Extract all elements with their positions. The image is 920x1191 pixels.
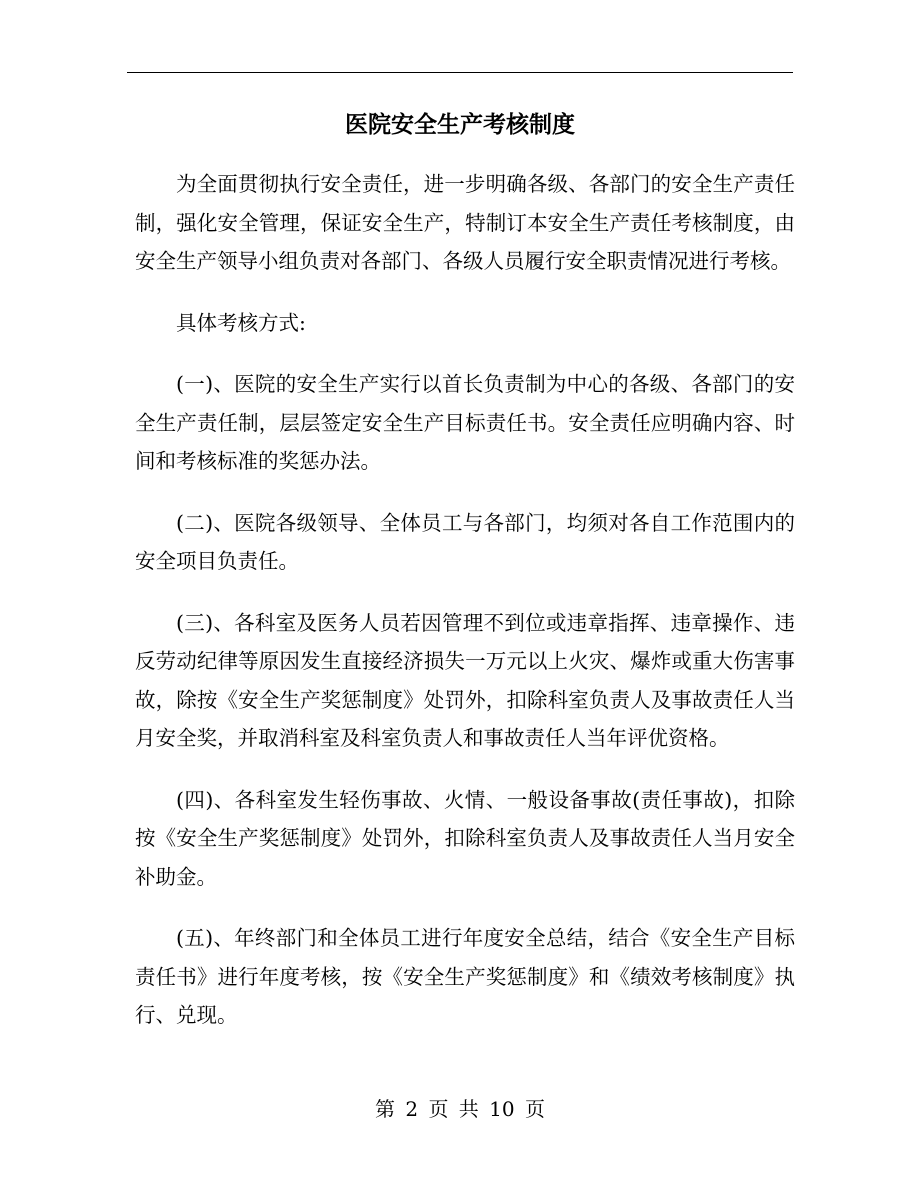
method-heading: 具体考核方式: [176,310,306,335]
clause-4-paragraph: (四)、各科室发生轻伤事故、火情、一般设备事故(责任事故)，扣除按《安全生产奖惩制度》处罚外，扣除科室负责人及事故责任人当月安全补助金。 [135,787,795,889]
document-title: 医院安全生产考核制度 [345,111,575,138]
document-body [135,165,795,1058]
clause-2-paragraph: (二)、医院各级领导、全体员工与各部门，均须对各自工作范围内的安全项目负责任。 [135,510,795,573]
clause-5-paragraph: (五)、年终部门和全体员工进行年度安全总结，结合《安全生产目标责任书》进行年度考核，按《安全生产奖惩制度》和《绩效考核制度》执行、兑现。 [135,926,795,1027]
clause-1-paragraph: (一)、医院的安全生产实行以首长负责制为中心的各级、各部门的安全生产责任制，层层签定安全生产目标责任书。安全责任应明确内容、时间和考核标准的奖惩办法。 [135,372,795,473]
page-number-footer: 第 2 页 共 10 页 [375,1097,545,1121]
header-rule [127,72,793,73]
intro-paragraph: 为全面贯彻执行安全责任，进一步明确各级、各部门的安全生产责任制，强化安全管理，保证安全生产，特制订本安全生产责任考核制度，由安全生产领导小组负责对各部门、各级人员履行安全职责情况进行考核。 [135,172,795,273]
clause-3-paragraph: (三)、各科室及医务人员若因管理不到位或违章指挥、违章操作、违反劳动纪律等原因发生直接经济损失一万元以上火灾、爆炸或重大伤害事故，除按《安全生产奖惩制度》处罚外，扣除科室负责人及事故责任人当月安全奖，并取消科室及科室负责人和事故责任人当年评优资格。 [135,610,795,750]
